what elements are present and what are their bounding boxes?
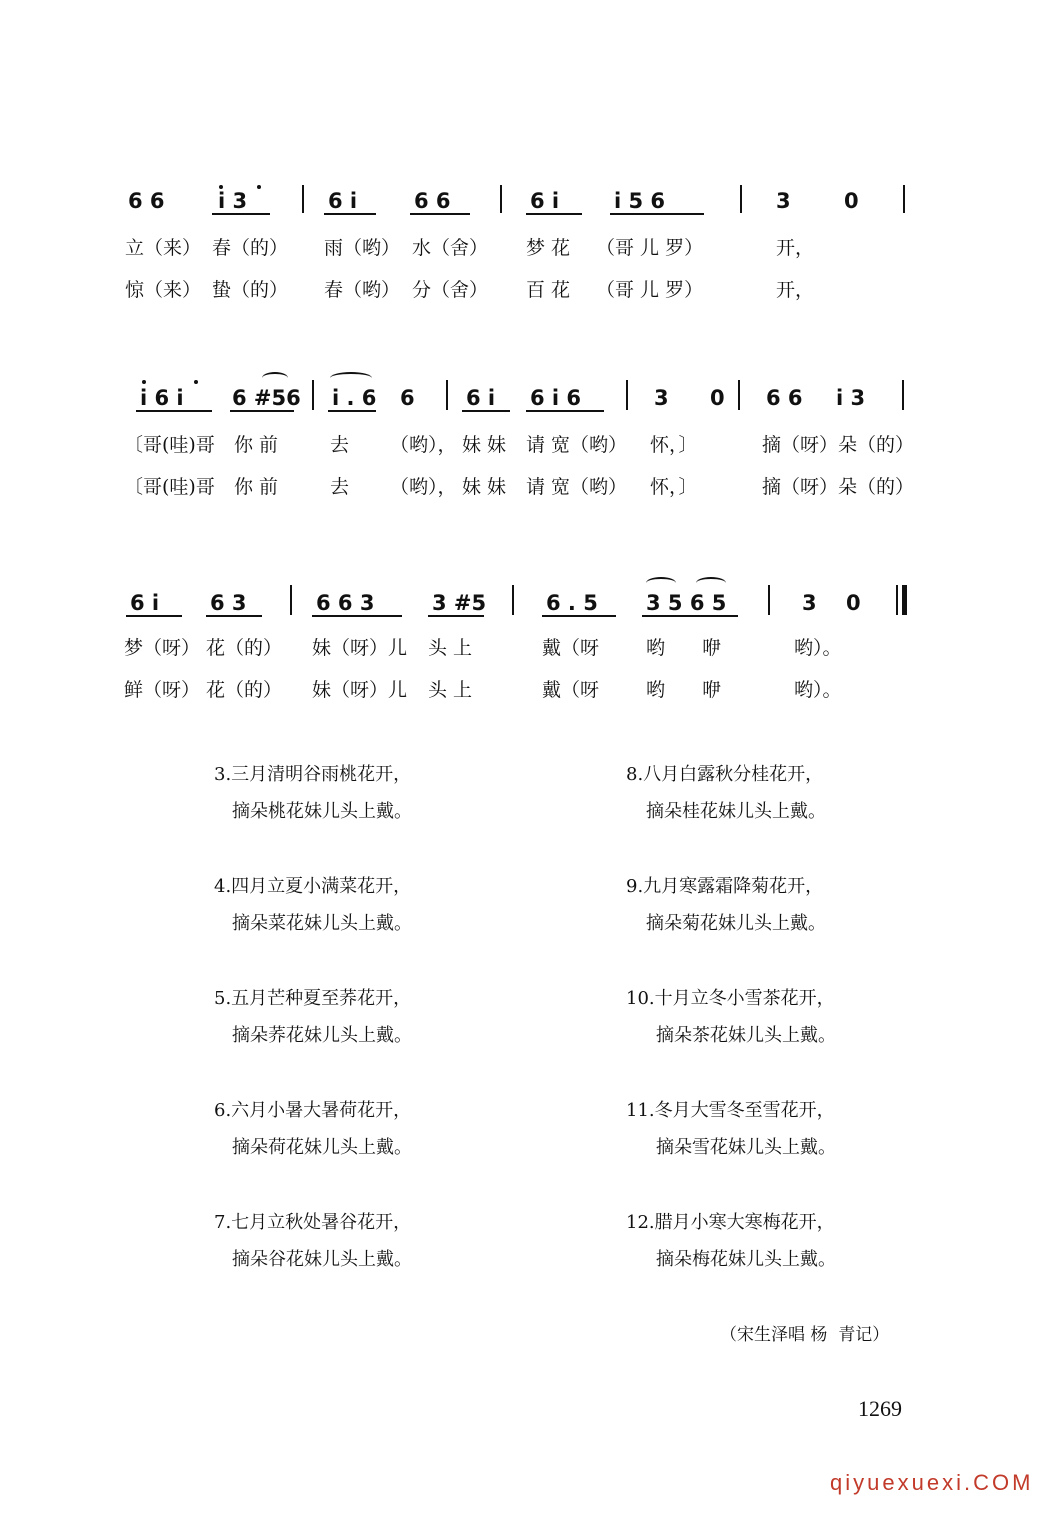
verse-line: 9.九月寒露霜降菊花开， (626, 876, 824, 897)
lyric: 戴（呀 (542, 637, 600, 659)
beam (526, 410, 604, 412)
lyric: 蛰（的） (212, 279, 289, 301)
barline (512, 585, 514, 615)
note-group: i 5 6 (614, 189, 666, 213)
lyric: 哟 (646, 679, 666, 701)
lyric: 摘（呀）朵（的） (762, 434, 915, 456)
lyric: 咿 (702, 679, 722, 701)
note-group: 6 . 5 (546, 591, 598, 615)
note-group: 6 3 (210, 591, 247, 615)
note-group: i 6 i (140, 386, 184, 410)
lyric: 花（的） (206, 637, 283, 659)
beam (462, 410, 510, 412)
beam (312, 615, 402, 617)
beam (126, 615, 182, 617)
octave-dot (142, 380, 146, 384)
beam (428, 615, 484, 617)
barline (740, 185, 742, 213)
verse-line: 摘朵谷花妹儿头上戴。 (232, 1249, 412, 1270)
verse-line: 摘朵茶花妹儿头上戴。 (656, 1025, 836, 1046)
verse-line: 摘朵荞花妹儿头上戴。 (232, 1025, 412, 1046)
lyric: （哥 儿 罗） (596, 279, 704, 301)
lyric: 去 (330, 476, 350, 498)
slur (646, 577, 676, 589)
note-group: 6 i (130, 591, 160, 615)
slur (262, 372, 288, 384)
credit-line: （宋生泽唱 杨 青记） (720, 1325, 890, 1345)
beam (328, 410, 376, 412)
verse-line: 摘朵梅花妹儿头上戴。 (656, 1249, 836, 1270)
verse-line: 摘朵菊花妹儿头上戴。 (646, 913, 826, 934)
beam (610, 213, 704, 215)
verse-line: 摘朵雪花妹儿头上戴。 (656, 1137, 836, 1158)
beam (212, 213, 270, 215)
score-line-1 (0, 185, 1054, 305)
score-line-2 (0, 380, 1054, 500)
verse-line: 摘朵荷花妹儿头上戴。 (232, 1137, 412, 1158)
lyric: （哟）， (390, 434, 457, 456)
beam (542, 615, 616, 617)
verse-line: 摘朵菜花妹儿头上戴。 (232, 913, 412, 934)
lyric: 妹 妹 (462, 476, 507, 498)
barline (902, 380, 904, 410)
note-group: 3 5 6 5 (646, 591, 727, 615)
lyric: 哟）。 (794, 679, 842, 701)
lyric: 春（的） (212, 237, 289, 259)
lyric: 摘（呀）朵（的） (762, 476, 915, 498)
verse-line: 摘朵桂花妹儿头上戴。 (646, 801, 826, 822)
lyric: 怀，〕 (650, 476, 698, 498)
note-group: 6 i (466, 386, 496, 410)
octave-dot (257, 185, 261, 189)
lyric: 你 前 (234, 434, 279, 456)
beam (136, 410, 212, 412)
octave-dot (219, 185, 223, 189)
verse-line: 12.腊月小寒大寒梅花开， (626, 1212, 835, 1233)
watermark-text: qiyuexuexi.COM (830, 1470, 1034, 1495)
barline (290, 585, 292, 615)
verse-line: 6.六月小暑大暑荷花开， (214, 1100, 412, 1121)
verse-line: 10.十月立冬小雪茶花开， (626, 988, 835, 1009)
verse-line: 摘朵桃花妹儿头上戴。 (232, 801, 412, 822)
lyric: 咿 (702, 637, 722, 659)
slur (330, 372, 372, 384)
lyric: 开， (776, 279, 815, 301)
page-number: 1269 (858, 1396, 902, 1421)
lyric: 妹（呀）儿 (312, 679, 408, 701)
note-group: 3 (654, 386, 669, 410)
barline (768, 585, 770, 615)
note-group: 0 (844, 189, 859, 213)
lyric: 梦 花 (526, 237, 571, 259)
barline (312, 380, 314, 410)
verse-line: 5.五月芒种夏至荞花开， (214, 988, 412, 1009)
lyric: 雨（哟） (324, 237, 401, 259)
note-group: 3 (776, 189, 791, 213)
beam (642, 615, 738, 617)
note-group: 0 (710, 386, 725, 410)
verse-line: 11.冬月大雪冬至雪花开， (626, 1100, 835, 1121)
note-group: i . 6 (332, 386, 377, 410)
lyric: 〔哥(哇)哥 (124, 434, 215, 456)
lyric: 你 前 (234, 476, 279, 498)
lyric: 哟 (646, 637, 666, 659)
lyric: 戴（呀 (542, 679, 600, 701)
note-group: 6 i (328, 189, 358, 213)
barline (446, 380, 448, 410)
note-group: 6 6 (414, 189, 451, 213)
lyric: 头 上 (428, 637, 473, 659)
lyric: （哥 儿 罗） (596, 237, 704, 259)
lyric: 请 宽（哟） (526, 476, 628, 498)
beam (206, 615, 262, 617)
note-group: 3 #5 (432, 591, 487, 615)
lyric: （哟）， (390, 476, 457, 498)
beam (230, 410, 294, 412)
beam (324, 213, 376, 215)
verse-line: 8.八月白露秋分桂花开， (626, 764, 824, 785)
barline (626, 380, 628, 410)
note-group: 6 (400, 386, 415, 410)
barline (738, 380, 740, 410)
lyric: 妹（呀）儿 (312, 637, 408, 659)
lyric: 百 花 (526, 279, 571, 301)
lyric: 春（哟） (324, 279, 401, 301)
lyric: 去 (330, 434, 350, 456)
verse-line: 4.四月立夏小满菜花开， (214, 876, 412, 897)
lyric: 妹 妹 (462, 434, 507, 456)
beam (526, 213, 582, 215)
note-group: 6 6 3 (316, 591, 375, 615)
note-group: 6 6 (128, 189, 165, 213)
barline (500, 185, 502, 213)
lyric: 哟）。 (794, 637, 842, 659)
lyric: 立（来） (125, 237, 202, 259)
lyric: 鲜（呀） (124, 679, 201, 701)
lyric: 花（的） (206, 679, 283, 701)
final-barline-thick (902, 585, 907, 615)
beam (410, 213, 470, 215)
note-group: 0 (846, 591, 861, 615)
note-group: 6 i (530, 189, 560, 213)
final-barline (896, 585, 898, 615)
slur (696, 577, 726, 589)
lyric: 请 宽（哟） (526, 434, 628, 456)
lyric: 水（舍） (412, 237, 489, 259)
score-line-3 (0, 585, 1054, 705)
note-group: 6 #56 (232, 386, 301, 410)
lyric: 梦（呀） (124, 637, 201, 659)
octave-dot (194, 380, 198, 384)
lyric: 怀，〕 (650, 434, 698, 456)
lyric: 分（舍） (412, 279, 489, 301)
lyric: 头 上 (428, 679, 473, 701)
lyric: 〔哥(哇)哥 (124, 476, 215, 498)
lyric: 惊（来） (125, 279, 202, 301)
note-group: i 3 (836, 386, 866, 410)
note-group: i 3 (218, 189, 248, 213)
verse-line: 7.七月立秋处暑谷花开， (214, 1212, 412, 1233)
barline (302, 185, 304, 213)
barline (903, 185, 905, 213)
note-group: 3 (802, 591, 817, 615)
verse-line: 3.三月清明谷雨桃花开， (214, 764, 412, 785)
lyric: 开， (776, 237, 815, 259)
note-group: 6 6 (766, 386, 803, 410)
note-group: 6 i 6 (530, 386, 582, 410)
